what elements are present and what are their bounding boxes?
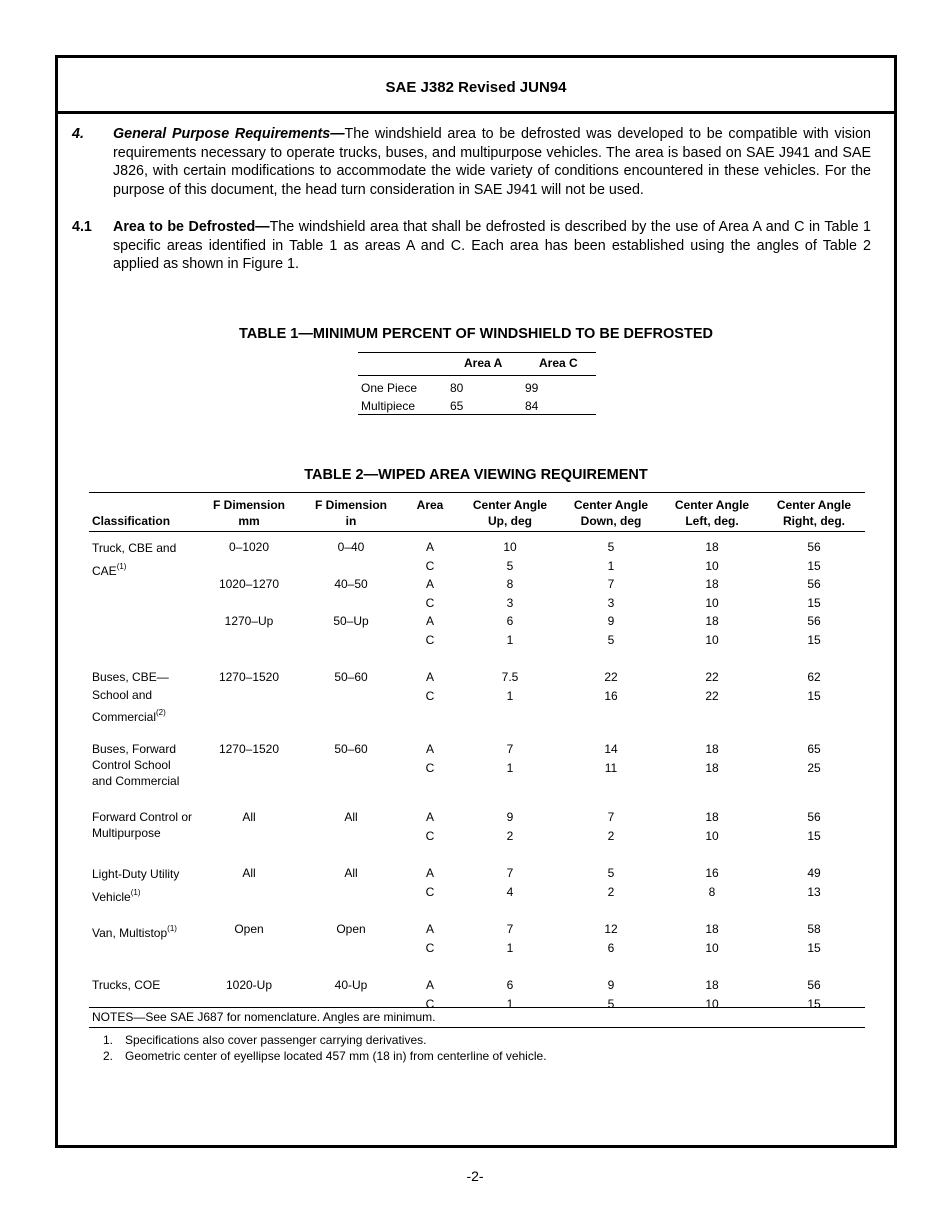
cell-angle-right: 25 xyxy=(807,760,821,775)
cell-angle-right: 65 xyxy=(807,742,821,756)
table-1 xyxy=(358,352,596,415)
cell-area: A xyxy=(425,922,434,936)
cell-f-in: 50–60 xyxy=(334,670,368,684)
classification-cell xyxy=(92,809,202,841)
section-4-1-body: The windshield area that shall be defrosted is described by the use of Area A and C in Table 1 specific areas identified in Table 1 as areas A and C. Each area has been established using the angles of Table 2 applied as shown in Figure 1. xyxy=(113,219,871,272)
cell-angle-left: 16 xyxy=(705,866,719,880)
cell-f-in: 0–40 xyxy=(337,540,365,554)
cell-area: A xyxy=(425,614,434,629)
cell-angle-down: 22 xyxy=(604,670,618,684)
cell-angle-left: 18 xyxy=(705,810,719,824)
section-4-body: The windshield area to be defrosted was developed to be compatible with vision requirements necessary to operate trucks, buses, and multipurpose vehicles. The area is based on SAE J941 and SAE J826, with certain modifications to accommodate the wide variety of conditions encountered in these vehicles. For the purpose of this document, the head turn consideration in SAE J941 will not be used. xyxy=(113,126,871,198)
classification-line: Commercial xyxy=(92,710,157,724)
classification-cell xyxy=(92,865,202,906)
cell-angle-right: 15 xyxy=(807,996,821,1011)
header-right-line2: Right, deg. xyxy=(783,514,845,528)
cell-angle-right: 56 xyxy=(807,810,821,824)
cell-angle-up: 8 xyxy=(506,577,514,592)
cell-f-in: Open xyxy=(336,922,366,936)
header-f-dimension-mm xyxy=(199,497,299,529)
header-f-in-line2: in xyxy=(345,514,357,528)
cell-angle-down: 3 xyxy=(607,595,615,610)
cell-angle-down: 1 xyxy=(607,558,615,573)
cell-area: A xyxy=(425,978,434,992)
footnote-number: 1. xyxy=(103,1033,114,1047)
cell-area: A xyxy=(425,577,434,592)
table-1-cell-c: 84 xyxy=(525,399,539,413)
header-down-line2: Down, deg xyxy=(580,514,642,528)
cell-angle-down: 9 xyxy=(607,614,615,629)
cell-angle-down: 5 xyxy=(607,996,615,1011)
classification-line: CAE xyxy=(92,563,117,578)
footnote-2 xyxy=(103,1049,547,1063)
cell-area: C xyxy=(425,828,435,843)
cell-angle-down: 7 xyxy=(607,577,615,592)
table-1-row xyxy=(358,396,596,414)
cell-angle-down: 2 xyxy=(607,884,615,899)
cell-angle-left: 22 xyxy=(705,688,719,703)
section-4-heading: General Purpose Requirements— xyxy=(113,126,345,142)
table-2-title: TABLE 2—WIPED AREA VIEWING REQUIREMENT xyxy=(304,467,648,483)
cell-angle-right: 15 xyxy=(807,595,821,610)
cell-f-mm: All xyxy=(242,866,256,880)
classification-line: Vehicle xyxy=(92,889,131,904)
cell-angle-left: 22 xyxy=(705,670,719,684)
classification-line: School and xyxy=(92,687,153,702)
table-1-cell-a: 65 xyxy=(450,399,464,413)
cell-angle-down: 14 xyxy=(604,742,618,756)
classification-cell xyxy=(92,977,202,993)
table-1-row-label: Multipiece xyxy=(361,399,416,413)
cell-angle-left: 10 xyxy=(705,633,719,647)
cell-angle-right: 56 xyxy=(807,614,821,629)
cell-angle-left: 10 xyxy=(705,996,719,1011)
classification-line: Trucks, COE xyxy=(92,978,161,992)
cell-angle-right: 15 xyxy=(807,558,821,573)
header-f-mm-line2: mm xyxy=(238,514,260,528)
cell-area: C xyxy=(425,884,435,899)
notes-text: NOTES—See SAE J687 for nomenclature. Angles are minimum. xyxy=(92,1010,436,1024)
document-header: SAE J382 Revised JUN94 xyxy=(58,58,894,114)
cell-f-in: 40-Up xyxy=(334,978,368,992)
section-4-1-text xyxy=(113,218,871,274)
classification-cell xyxy=(92,669,202,727)
table-2-notes xyxy=(89,1007,865,1028)
classification-line: Control School xyxy=(92,758,171,772)
table-1-cell-c: 99 xyxy=(525,381,539,395)
table-1-header-row xyxy=(358,353,596,376)
cell-f-mm: 0–1020 xyxy=(228,540,270,554)
cell-angle-up: 1 xyxy=(506,688,514,703)
table-2-header-row xyxy=(89,492,865,532)
footnote-ref: (1) xyxy=(116,561,127,571)
cell-f-mm: 1020-Up xyxy=(225,978,273,992)
cell-angle-up: 10 xyxy=(503,540,517,554)
cell-area: C xyxy=(425,595,435,610)
cell-angle-down: 5 xyxy=(607,633,615,647)
cell-angle-up: 5 xyxy=(506,558,514,573)
cell-angle-right: 15 xyxy=(807,828,821,843)
cell-area: C xyxy=(425,760,435,775)
footnote-number: 2. xyxy=(103,1049,114,1063)
cell-f-in: 50–60 xyxy=(334,742,368,756)
header-up-line2: Up, deg xyxy=(488,514,532,528)
cell-f-mm: 1270–Up xyxy=(224,614,274,629)
cell-angle-left: 10 xyxy=(705,940,719,955)
cell-f-in: All xyxy=(344,810,358,824)
classification-line: Buses, Forward xyxy=(92,742,177,756)
header-angle-down xyxy=(561,497,661,529)
cell-angle-left: 18 xyxy=(705,760,719,775)
section-4-text xyxy=(113,125,871,199)
header-angle-right xyxy=(764,497,864,529)
table-1-cell-a: 80 xyxy=(450,381,464,395)
cell-angle-up: 7 xyxy=(506,922,514,936)
cell-area: A xyxy=(425,866,434,880)
cell-area: A xyxy=(425,670,434,684)
cell-angle-right: 56 xyxy=(807,540,821,554)
cell-angle-left: 18 xyxy=(705,978,719,992)
cell-area: C xyxy=(425,633,435,647)
cell-angle-right: 15 xyxy=(807,940,821,955)
classification-line: Forward Control or xyxy=(92,810,193,824)
cell-angle-up: 7 xyxy=(506,742,514,756)
header-left-line2: Left, deg. xyxy=(685,514,739,528)
page-number: -2- xyxy=(466,1168,484,1184)
cell-angle-up: 7.5 xyxy=(501,670,519,684)
page-frame xyxy=(55,55,897,1148)
classification-line: Light-Duty Utility xyxy=(92,867,180,881)
header-angle-up xyxy=(460,497,560,529)
cell-angle-down: 5 xyxy=(607,540,615,554)
cell-angle-up: 1 xyxy=(506,996,514,1011)
cell-angle-left: 18 xyxy=(705,614,719,629)
cell-angle-down: 9 xyxy=(607,978,615,992)
header-f-dimension-in xyxy=(301,497,401,529)
cell-angle-up: 9 xyxy=(506,810,514,824)
cell-f-mm: 1270–1520 xyxy=(218,670,280,684)
header-down-line1: Center Angle xyxy=(573,498,649,512)
cell-angle-left: 8 xyxy=(708,884,716,899)
header-f-in-line1: F Dimension xyxy=(314,498,387,512)
cell-angle-right: 15 xyxy=(807,688,821,703)
cell-angle-right: 13 xyxy=(807,884,821,899)
section-4-number: 4. xyxy=(72,126,84,142)
cell-f-in: All xyxy=(344,866,358,880)
cell-angle-right: 62 xyxy=(807,670,821,684)
cell-area: C xyxy=(425,688,435,703)
cell-angle-up: 4 xyxy=(506,884,514,899)
cell-angle-up: 6 xyxy=(506,978,514,992)
cell-area: A xyxy=(425,742,434,756)
cell-area: C xyxy=(425,940,435,955)
cell-f-mm: All xyxy=(242,810,256,824)
cell-area: C xyxy=(425,996,435,1011)
classification-line: and Commercial xyxy=(92,774,180,788)
cell-angle-left: 18 xyxy=(705,540,719,554)
footnote-text: Specifications also cover passenger carrying derivatives. xyxy=(125,1033,427,1047)
cell-f-in: 40–50 xyxy=(334,577,368,592)
section-4-1-heading: Area to be Defrosted— xyxy=(113,219,270,235)
header-left-line1: Center Angle xyxy=(674,498,750,512)
classification-line: Van, Multistop xyxy=(92,926,168,940)
section-4-1-number: 4.1 xyxy=(72,219,92,235)
cell-f-mm: 1270–1520 xyxy=(218,742,280,756)
cell-angle-down: 7 xyxy=(607,810,615,824)
cell-angle-left: 18 xyxy=(705,922,719,936)
classification-line: Truck, CBE and xyxy=(92,541,177,555)
footnote-1 xyxy=(103,1033,426,1047)
cell-angle-right: 58 xyxy=(807,922,821,936)
cell-angle-right: 15 xyxy=(807,633,821,647)
cell-f-in: 50–Up xyxy=(333,614,369,629)
table-1-title: TABLE 1—MINIMUM PERCENT OF WINDSHIELD TO BE DEFROSTED xyxy=(239,326,713,342)
cell-area: C xyxy=(425,558,435,573)
header-right-line1: Center Angle xyxy=(776,498,852,512)
table-1-header-area-a: Area A xyxy=(464,356,503,370)
header-angle-left xyxy=(662,497,762,529)
classification-cell xyxy=(92,539,202,580)
cell-angle-down: 12 xyxy=(604,922,618,936)
cell-angle-down: 11 xyxy=(604,760,618,775)
cell-angle-right: 56 xyxy=(807,577,821,592)
header-f-mm-line1: F Dimension xyxy=(212,498,285,512)
table-1-header-area-c: Area C xyxy=(539,356,578,370)
cell-angle-down: 6 xyxy=(607,940,615,955)
table-1-row-label: One Piece xyxy=(361,381,418,395)
cell-angle-up: 1 xyxy=(506,940,514,955)
cell-angle-up: 1 xyxy=(506,633,514,647)
classification-line: Buses, CBE— xyxy=(92,670,169,684)
table-1-row xyxy=(358,378,596,396)
cell-f-mm: 1020–1270 xyxy=(218,577,280,592)
header-area: Area xyxy=(416,498,444,512)
header-up-line1: Center Angle xyxy=(472,498,548,512)
cell-angle-up: 6 xyxy=(506,614,514,629)
cell-angle-right: 56 xyxy=(807,978,821,992)
footnote-ref: (1) xyxy=(167,924,177,933)
cell-angle-up: 2 xyxy=(506,828,514,843)
footnote-ref: (1) xyxy=(130,887,141,897)
table-2 xyxy=(89,492,865,1011)
cell-angle-up: 3 xyxy=(506,595,514,610)
cell-angle-right: 49 xyxy=(807,866,821,880)
classification-cell xyxy=(92,921,202,941)
cell-angle-down: 16 xyxy=(604,688,618,703)
cell-angle-left: 10 xyxy=(705,595,719,610)
cell-angle-left: 10 xyxy=(705,558,719,573)
footnote-ref: (2) xyxy=(156,708,166,717)
cell-angle-down: 5 xyxy=(607,866,615,880)
cell-angle-left: 10 xyxy=(705,828,719,843)
classification-cell xyxy=(92,741,202,789)
cell-f-mm: Open xyxy=(234,922,264,936)
cell-angle-up: 1 xyxy=(506,760,514,775)
cell-angle-left: 18 xyxy=(705,577,719,592)
footnote-text: Geometric center of eyellipse located 457 mm (18 in) from centerline of vehicle. xyxy=(125,1049,547,1063)
cell-angle-left: 18 xyxy=(705,742,719,756)
cell-angle-down: 2 xyxy=(607,828,615,843)
cell-angle-up: 7 xyxy=(506,866,514,880)
classification-line: Multipurpose xyxy=(92,826,161,840)
cell-area: A xyxy=(425,540,434,554)
cell-area: A xyxy=(425,810,434,824)
header-classification: Classification xyxy=(92,514,171,528)
